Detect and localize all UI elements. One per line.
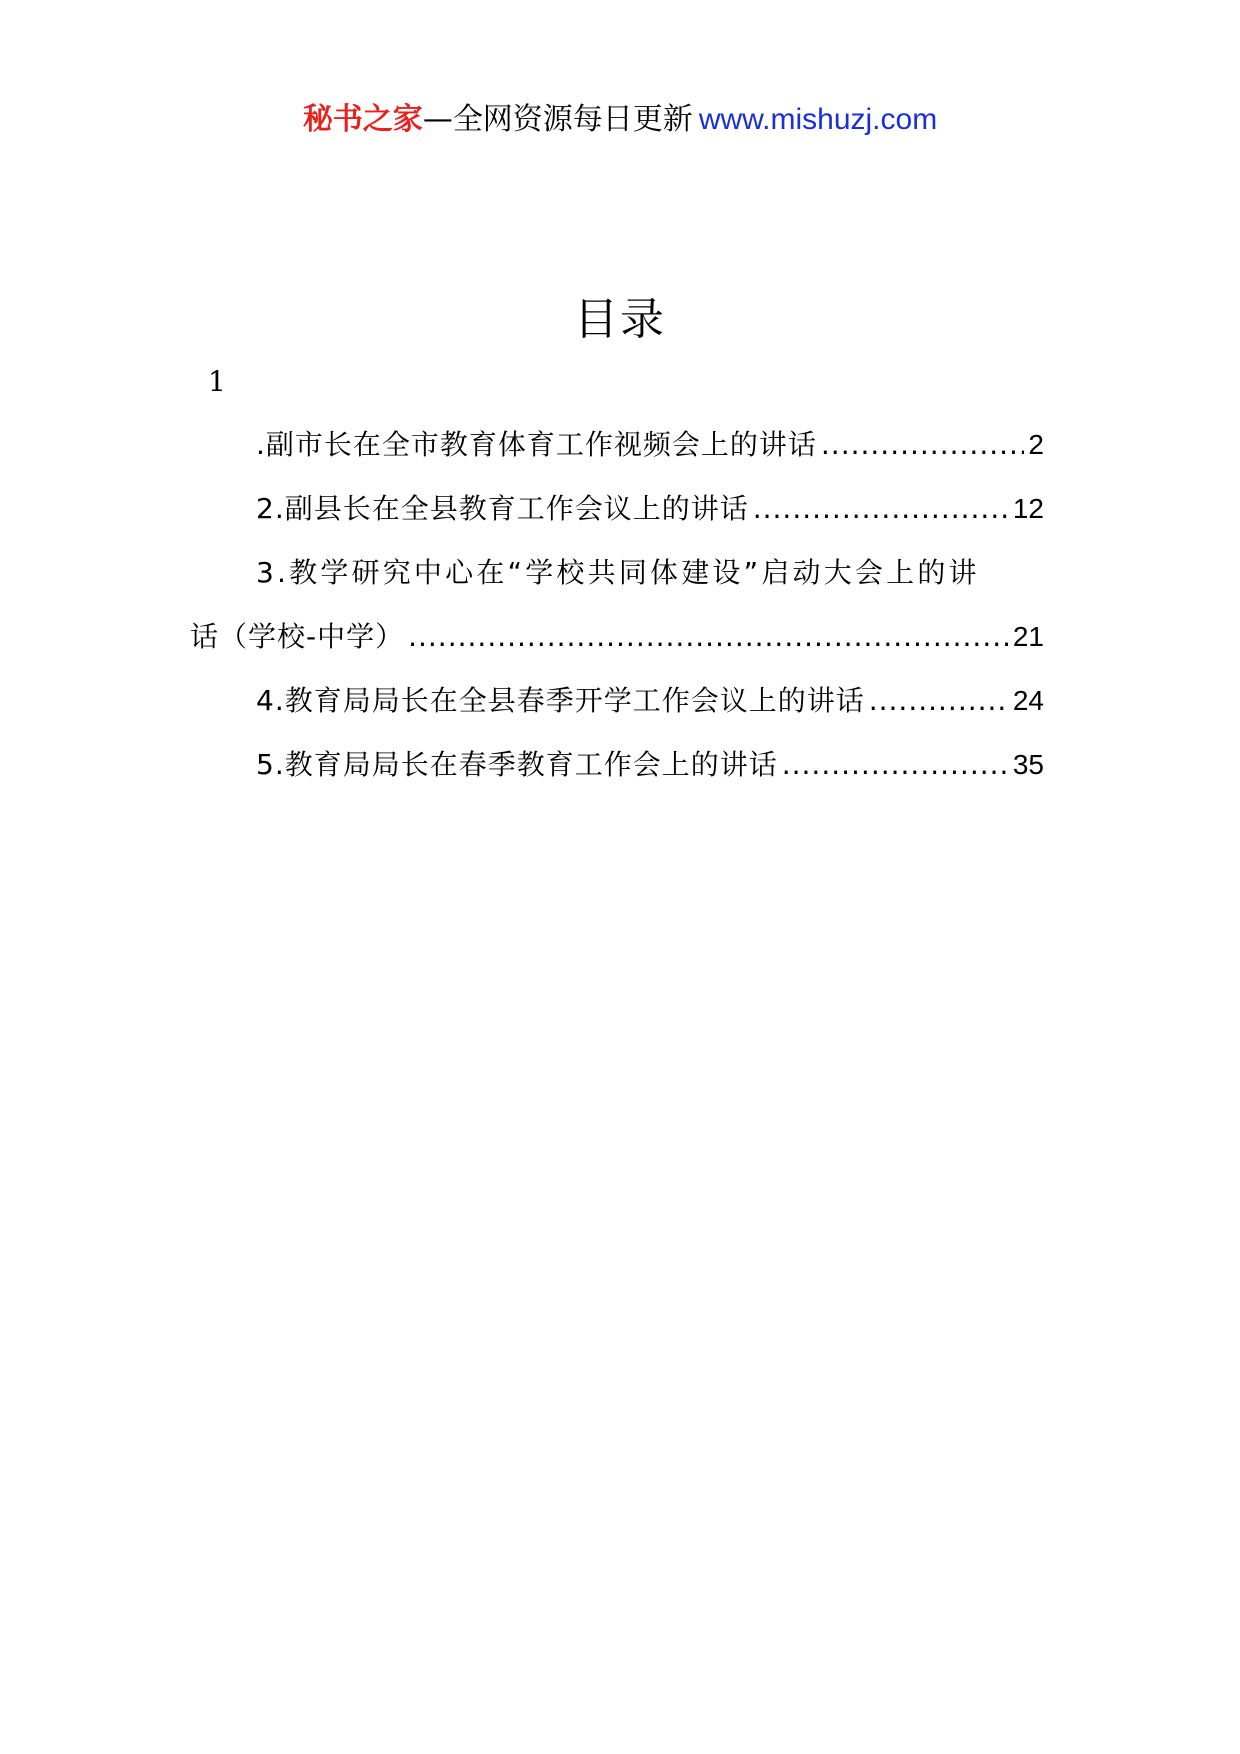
toc-entry-title: 5.教育局局长在春季教育工作会上的讲话 xyxy=(256,748,778,781)
toc-leader-dots xyxy=(821,424,1025,466)
toc-leader-dots xyxy=(782,744,1009,786)
toc-leader-dots xyxy=(753,488,1009,530)
page-title: 目录 xyxy=(574,294,666,345)
site-header xyxy=(0,100,1240,140)
toc-leader-dots xyxy=(869,680,1009,722)
toc-leader-dots xyxy=(408,616,1009,658)
toc-entry-title: .副市长在全市教育体育工作视频会上的讲话 xyxy=(256,428,817,461)
site-url-link[interactable]: www.mishuzj.com xyxy=(698,103,938,136)
toc-entry-5[interactable] xyxy=(190,744,1044,786)
toc-entry-2[interactable] xyxy=(190,488,1044,530)
brand-name: 秘书之家 xyxy=(302,102,423,137)
table-of-contents xyxy=(190,424,1044,808)
toc-entry-page: 35 xyxy=(1012,749,1044,780)
toc-entry-page: 12 xyxy=(1012,493,1044,524)
toc-entry-3[interactable] xyxy=(190,552,1044,658)
toc-entry-line2 xyxy=(190,616,1044,658)
toc-entry-page: 21 xyxy=(1012,621,1044,652)
toc-entry-page: 2 xyxy=(1028,429,1044,460)
toc-entry-title-line2: 话（学校-中学） xyxy=(190,620,405,653)
toc-entry-title-line1: 3.教学研究中心在“学校共同体建设”启动大会上的讲 xyxy=(256,556,980,589)
toc-entry-title: 4.教育局局长在全县春季开学工作会议上的讲话 xyxy=(256,684,865,717)
toc-entry-1[interactable] xyxy=(190,424,1044,466)
toc-section-number: 1 xyxy=(208,365,226,398)
toc-entry-page: 24 xyxy=(1012,685,1044,716)
toc-entry-4[interactable] xyxy=(190,680,1044,722)
toc-entry-title: 2.副县长在全县教育工作会议上的讲话 xyxy=(256,492,749,525)
header-slogan: —全网资源每日更新 xyxy=(422,102,693,137)
